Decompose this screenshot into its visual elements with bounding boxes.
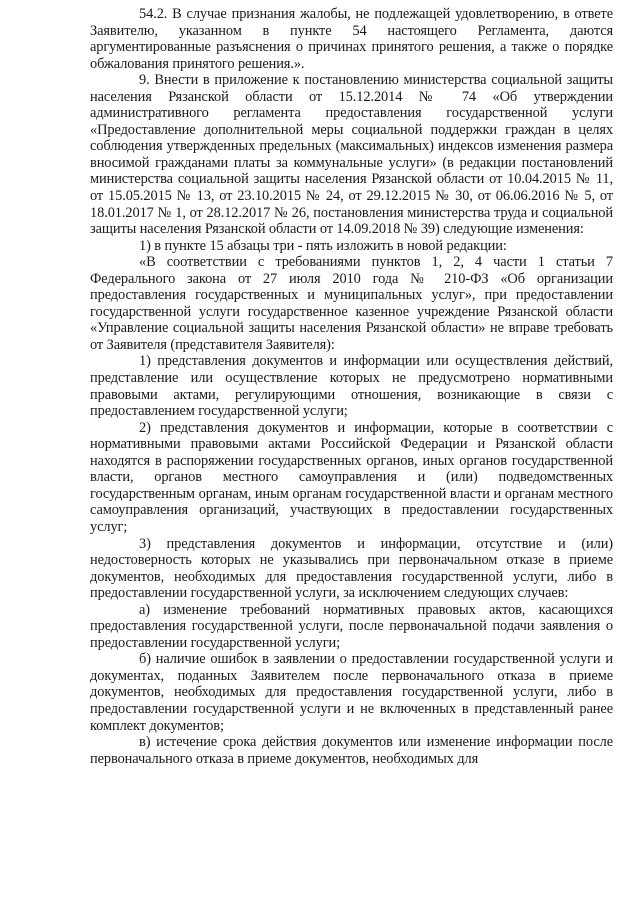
paragraph-case-a: а) изменение требований нормативных правовых актов, касающихся предоставления государственной услуги, после первоначальной подачи заявления о предоставлении государственной услуги; (90, 601, 613, 651)
document-body (90, 6, 613, 767)
paragraph-case-v: в) истечение срока действия документов или изменение информации после первоначального отказа в приеме документов, необходимых для (90, 734, 613, 767)
paragraph-list-3: 3) представления документов и информации, отсутствие и (или) недостоверность которых не указывались при первоначальном отказе в приеме документов, необходимых для предоставления государственной услуги, либо в предоставлении государственной услуги, за исключением следующих случаев: (90, 535, 613, 602)
paragraph-quoted-intro: «В соответствии с требованиями пунктов 1, 2, 4 части 1 статьи 7 Федерального закона от 27 июля 2010 года № 210-ФЗ «Об организации предоставления государственных и муниципальных услуг», при предоставлении государственной услуги государственное казенное учреждение Рязанской области «Управление социальной защиты населения Рязанской области» не вправе требовать от Заявителя (представителя Заявителя): (90, 254, 613, 353)
paragraph-case-b: б) наличие ошибок в заявлении о предоставлении государственной услуги и документах, поданных Заявителем после первоначального отказа в приеме документов, необходимых для предоставления государственной услуги, либо в предоставлении государственной услуги и не включенных в представленный ранее комплект документов; (90, 651, 613, 734)
paragraph-54-2: 54.2. В случае признания жалобы, не подлежащей удовлетворению, в ответе Заявителю, указанном в пункте 54 настоящего Регламента, даются аргументированные разъяснения о причинах принятого решения, а также о порядке обжалования принятого решения.». (90, 6, 613, 72)
paragraph-item-9: 9. Внести в приложение к постановлению министерства социальной защиты населения Рязанской области от 15.12.2014 № 74 «Об утверждении административного регламента предоставления государственной услуги «Предоставление дополнительной меры социальной поддержки граждан в целях соблюдения утвержденных предельных (максимальных) индексов изменения размера вносимой гражданами платы за коммунальные услуги» (в редакции постановлений министерства социальной защиты населения Рязанской области от 10.04.2015 № 11, от 15.05.2015 № 13, от 23.10.2015 № 24, от 29.12.2015 № 30, от 06.06.2016 № 5, от 18.01.2017 № 1, от 28.12.2017 № 26, постановления министерства труда и социальной защиты населения Рязанской области от 14.09.2018 № 39) следующие изменения: (90, 72, 613, 238)
paragraph-subitem-1: 1) в пункте 15 абзацы три - пять изложить в новой редакции: (139, 237, 507, 254)
paragraph-list-2: 2) представления документов и информации, которые в соответствии с нормативными правовыми актами Российской Федерации и Рязанской области находятся в распоряжении государственных органов, иных органов государственной власти, органов местного самоуправления и (или) подведомственных государственным органам, иным органам государственной власти и органам местного самоуправления организаций, участвующих в предоставлении государственных услуг; (90, 419, 613, 535)
paragraph-list-1: 1) представления документов и информации или осуществления действий, представление или осуществление которых не предусмотрено нормативными правовыми актами, регулирующими отношения, возникающие в связи с предоставлением государственной услуги; (90, 353, 613, 420)
